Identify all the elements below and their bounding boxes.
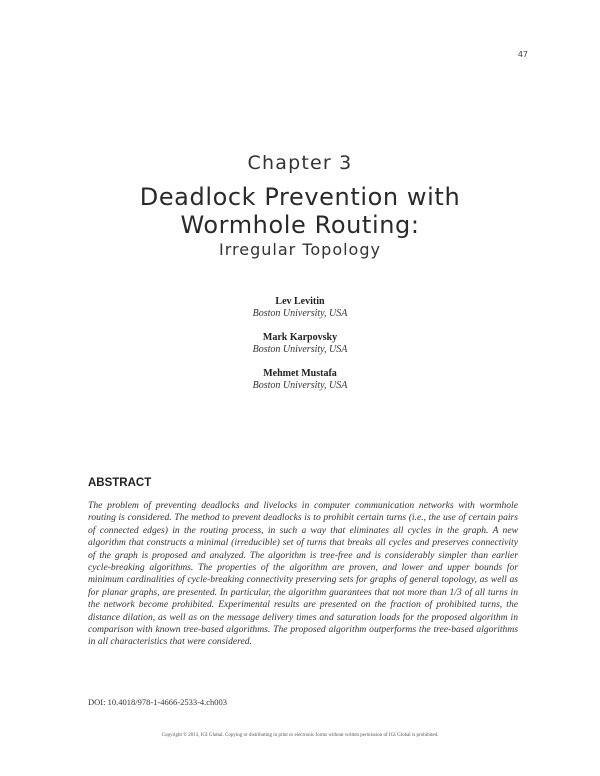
chapter-subtitle: Irregular Topology: [219, 240, 381, 259]
author-affiliation: Boston University, USA: [252, 380, 348, 391]
copyright-notice: Copyright © 2013, IGI Global. Copying or distributing in print or electronic forms without written permission of IGI Global is prohibited.: [161, 733, 439, 738]
chapter-title-line-1: Deadlock Prevention with: [139, 183, 461, 211]
page-number: 47: [517, 50, 528, 59]
author-block: [0, 296, 600, 320]
author-affiliation: Boston University, USA: [252, 344, 348, 355]
chapter-title-line-2: Wormhole Routing:: [180, 211, 420, 239]
chapter-label: Chapter 3: [247, 152, 353, 174]
abstract-body: The problem of preventing deadlocks and livelocks in computer communication networks with wormhole routing is considered. The method to prevent deadlocks is to prohibit certain turns (i.e., the use of certain pairs of connected edges) in the routing process, in such a way that eliminates all cycles in the graph. A new algorithm that constructs a minimal (irreducible) set of turns that breaks all cycles and preserves connectivity of the graph is proposed and analyzed. The algorithm is tree-free and is considerably simpler than earlier cycle-breaking algorithms. The properties of the algorithm are proven, and lower and upper bounds for minimum cardinalities of cycle-breaking connectivity preserving sets for graphs of general topology, as well as for planar graphs, are presented. In particular, the algorithm guarantees that not more than 1/3 of all turns in the network become prohibited. Experimental results are presented on the fraction of prohibited turns, the distance dilation, as well as on the message delivery times and saturation loads for the proposed algorithm in comparison with known tree-based algorithms. The proposed algorithm outperforms the tree-based algorithms in all characteristics that were considered.: [88, 500, 518, 648]
author-name: Mark Karpovsky: [262, 332, 338, 343]
chapter-title: [0, 183, 600, 239]
author-affiliation: Boston University, USA: [252, 308, 348, 319]
author-name: Lev Levitin: [275, 296, 325, 307]
doi-text: DOI: 10.4018/978-1-4666-2533-4.ch003: [88, 697, 228, 707]
author-list: [0, 296, 600, 404]
author-block: [0, 332, 600, 356]
author-name: Mehmet Mustafa: [263, 368, 337, 379]
author-block: [0, 368, 600, 392]
abstract-heading: ABSTRACT: [88, 477, 152, 489]
